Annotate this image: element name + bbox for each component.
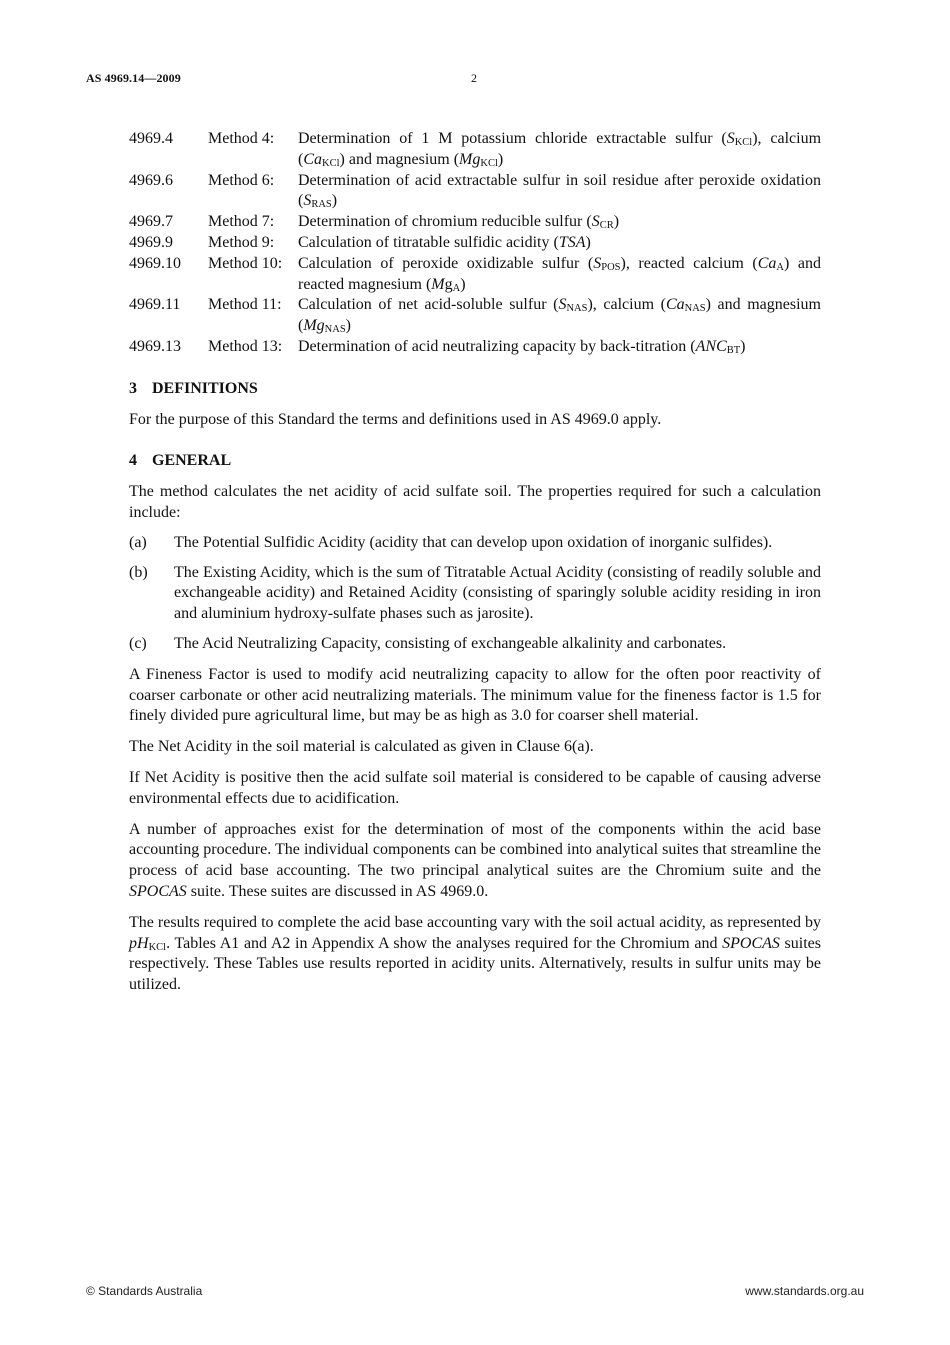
list-item-text: The Acid Neutralizing Capacity, consisting of exchangeable alkalinity and carbonates. [174, 634, 727, 652]
paragraph-approaches: A number of approaches exist for the determination of most of the components within the acid base accounting procedure. The individual components can be combined into analytical suites that streamline the process of acid base accounting. The two principal analytical suites are the Chromium suite and the SPOCAS suite. These suites are discussed in AS 4969.0. [129, 820, 821, 900]
section-4-intro: The method calculates the net acidity of acid sulfate soil. The properties required for such a calculation include: [129, 483, 821, 521]
methods-list [129, 129, 821, 358]
footer-copyright: © Standards Australia [86, 1284, 203, 1298]
method-label: Method 7: [208, 213, 275, 231]
method-row [129, 129, 821, 171]
list-item [129, 533, 821, 554]
method-description: Calculation of titratable sulfidic acidity (TSA) [298, 233, 591, 251]
method-number: 4969.7 [129, 213, 173, 231]
method-number: 4969.6 [129, 171, 173, 189]
method-number: 4969.4 [129, 130, 173, 147]
running-header-standard: AS 4969.14—2009 [86, 71, 181, 85]
method-label: Method 10: [208, 254, 283, 272]
method-number: 4969.10 [129, 254, 181, 272]
page-number: 2 [471, 71, 477, 85]
method-row [129, 295, 821, 337]
method-label: Method 4: [208, 130, 275, 147]
method-row [129, 233, 821, 254]
method-number: 4969.11 [129, 296, 181, 314]
section-4-heading: 4 GENERAL [129, 452, 232, 470]
method-description: Calculation of peroxide oxidizable sulfur $(S_{POS})$, reacted calcium $(Ca_A)$ and reacted magnesium $(Mg_A)$ [298, 254, 822, 294]
paragraph-net-acidity: The Net Acidity in the soil material is calculated as given in Clause 6(a). [129, 738, 594, 756]
list-item-label: (c) [129, 634, 147, 652]
method-description: Determination of acid extractable sulfur in soil residue after peroxide oxidation $(S_{RAS})$ [298, 171, 821, 211]
method-description: Determination of chromium reducible sulfur $(S_{CR})$ [298, 213, 620, 232]
paragraph-fineness-factor: A Fineness Factor is used to modify acid neutralizing capacity to allow for the often poor reactivity of coarser carbonate or other acid neutralizing materials. The minimum value for the fineness factor is 1.5 for finely divided pure agricultural lime, but may be as high as 3.0 for coarser shell material. [129, 665, 821, 725]
list-item [129, 634, 821, 655]
method-label: Method 6: [208, 171, 275, 189]
method-number: 4969.9 [129, 233, 173, 251]
method-label: Method 13: [208, 337, 283, 355]
method-row [129, 212, 821, 233]
list-item-text: The Potential Sulfidic Acidity (acidity that can develop upon oxidation of inorganic sulfides). [174, 533, 773, 551]
method-number: 4969.13 [129, 337, 181, 355]
list-item [129, 563, 821, 625]
paragraph-positive-acidity: If Net Acidity is positive then the acid sulfate soil material is considered to be capable of causing adverse environmental effects due to acidification. [129, 768, 821, 807]
method-label: Method 11: [208, 296, 282, 314]
section-3-text: For the purpose of this Standard the terms and definitions used in AS 4969.0 apply. [129, 410, 662, 428]
page-body [129, 129, 821, 996]
method-description: Determination of acid neutralizing capacity by back-titration $(ANC_{BT})$ [298, 337, 746, 356]
list-item-text: The Existing Acidity, which is the sum of Titratable Actual Acidity (consisting of readily soluble and exchangeable acidity) and Retained Acidity (consisting of sparingly soluble acidity residing in iron and aluminium hydroxy-sulfate phases such as jarosite). [174, 563, 821, 623]
method-row [129, 254, 821, 296]
method-row [129, 171, 821, 213]
footer-website-link[interactable]: www.standards.org.au [745, 1284, 864, 1298]
method-label: Method 9: [208, 233, 275, 251]
list-item-label: (b) [129, 563, 148, 581]
method-description: Calculation of net acid-soluble sulfur $(S_{NAS})$, calcium $(Ca_{NAS})$ and magnesium $(Mg_{NAS})$ [298, 296, 822, 336]
section-3-heading: 3 DEFINITIONS [129, 379, 258, 397]
paragraph-results: The results required to complete the acid base accounting vary with the soil actual acidity, as represented by $pH_{KCl}$. Tables A1 and A2 in Appendix A show the analyses required for the Chromium and SPOCAS suites respectively. These Tables use results reported in acidity units. Alternatively, results in sulfur units may be utilized. [129, 913, 821, 994]
method-row [129, 337, 821, 358]
list-item-label: (a) [129, 533, 147, 551]
method-description: Determination of 1 M potassium chloride extractable sulfur $(S_{KCl})$, calcium $(Ca_{KCl})$ and magnesium $(Mg_{KCl})$ [298, 130, 822, 169]
